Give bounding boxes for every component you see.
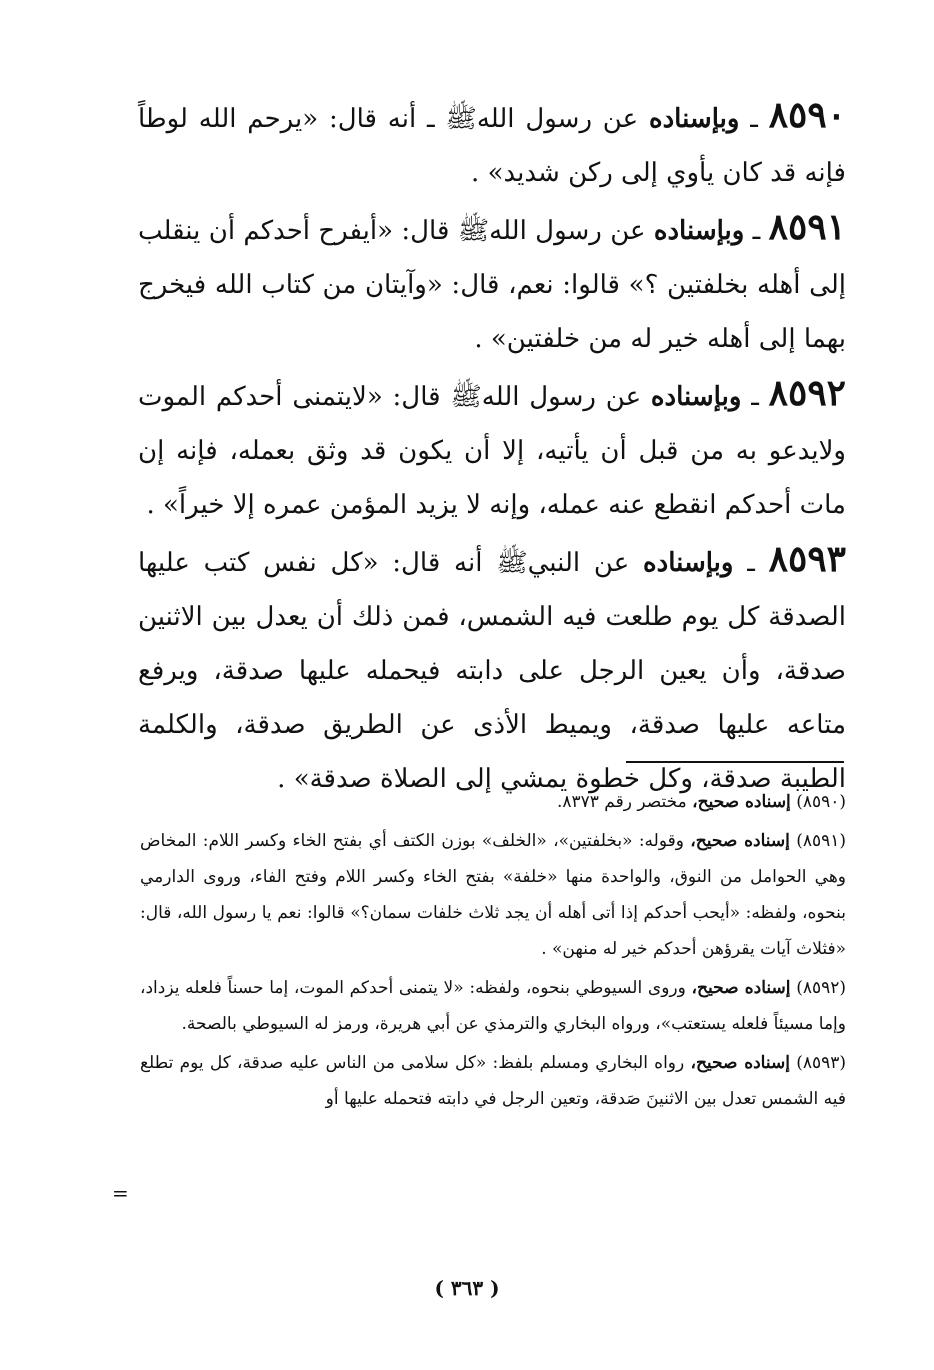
page-number: ( ٣٦٣ ) (434, 1276, 500, 1300)
dash: ـ (739, 104, 758, 134)
hadith-number: ٨٥٩١ (768, 206, 847, 248)
footnote-text: وقوله: «بخلفتين»، «الخلف» بوزن الكتف أي بفتح الخاء وكسر اللام: المخاض وهي الحوامل من النوق، والواحدة منها «خلفة» بفتح الخاء وكسر اللام وفتح الفاء، وروى الدارمي بنحوه، ولفظه: «أيحب أحدكم إذا أتى أهله أن يجد ثلاث خلفات سمان؟» قالوا: نعم يا رسول الله، قال: «فثلاث آيات يقرؤهن أحدكم خير له منهن» . (140, 831, 846, 959)
footnote-text: مختصر رقم ٨٣٧٣. (556, 792, 687, 812)
hadith-8590 (138, 88, 846, 200)
hadith-text: عن رسول اللهﷺ ـ أنه قال: «يرحم الله لوطاً فإنه قد كان يأوي إلى ركن شديد» . (138, 104, 846, 188)
footnote-grade: إسناده صحيح، (691, 978, 791, 998)
hadith-number: ٨٥٩٠ (768, 94, 847, 136)
footnote-8593 (140, 1045, 846, 1117)
footnote-grade: إسناده صحيح، (692, 792, 791, 812)
hadith-number: ٨٥٩٣ (768, 538, 846, 580)
footnote-text: وروى السيوطي بنحوه، ولفظه: «لا يتمنى أحدكم الموت، إما حسناً فلعله يزداد، وإما مسيئاً فلعله يستعتب»، ورواه البخاري والترمذي عن أبي هريرة، ورمز له السيوطي بالصحة. (140, 978, 846, 1034)
footnote-ref: (٨٥٩٣) (796, 1053, 847, 1073)
dash: ـ (744, 216, 761, 246)
footnote-8592 (140, 970, 846, 1042)
isnad-label: وبإسناده (643, 548, 734, 578)
hadith-8591 (138, 200, 846, 366)
footnote-ref: (٨٥٩١) (796, 831, 847, 851)
hadith-section (138, 88, 846, 806)
hadith-text: عن النبيﷺ أنه قال: «كل نفس كتب عليها الصدقة كل يوم طلعت فيه الشمس، فمن ذلك أن يعدل بين الاثنين صدقة، وأن يعين الرجل على دابته فيحمله عليها صدقة، ويرفع متاعه عليها صدقة، ويميط الأذى عن الطريق صدقة، والكلمة الطيبة صدقة، وكل خطوة يمشي إلى الصلاة صدقة» . (138, 548, 846, 794)
footnote-ref: (٨٥٩٠) (796, 792, 846, 812)
footnote-ref: (٨٥٩٢) (796, 978, 847, 998)
footnote-grade: إسناده صحيح، (690, 1053, 790, 1073)
footnote-8590 (140, 784, 846, 820)
hadith-number: ٨٥٩٢ (768, 372, 847, 414)
continuation-mark: = (112, 1181, 129, 1205)
hadith-8592 (138, 366, 846, 532)
hadith-text: عن رسول اللهﷺ قال: «أيفرح أحدكم أن ينقلب إلى أهله بخلفتين ؟» قالوا: نعم، قال: «وآيتان من كتاب الله فيخرج بهما إلى أهله خير له من خلفتين» . (138, 216, 846, 354)
footnote-8591 (140, 823, 846, 967)
isnad-label: وبإسناده (648, 104, 740, 134)
dash: ـ (741, 382, 759, 412)
footnote-separator (626, 761, 844, 763)
hadith-text: عن رسول اللهﷺ قال: «لايتمنى أحدكم الموت ولايدعو به من قبل أن يأتيه، إلا أن يكون قد وثق بعمله، فإنه إن مات أحدكم انقطع عنه عمله، وإنه لا يزيد المؤمن عمره إلا خيراً» . (138, 382, 846, 520)
footnote-grade: إسناده صحيح، (690, 831, 790, 851)
dash: ـ (733, 548, 755, 578)
footnote-text: رواه البخاري ومسلم بلفظ: «كل سلامى من الناس عليه صدقة، كل يوم تطلع فيه الشمس تعدل بين الاثنينَ صَدقة، وتعين الرجل في دابته فتحمله عليها أو (140, 1053, 846, 1109)
hadith-8593 (138, 532, 846, 806)
isnad-label: وبإسناده (653, 216, 745, 246)
isnad-label: وبإسناده (650, 382, 742, 412)
footnotes-section (140, 784, 846, 1120)
